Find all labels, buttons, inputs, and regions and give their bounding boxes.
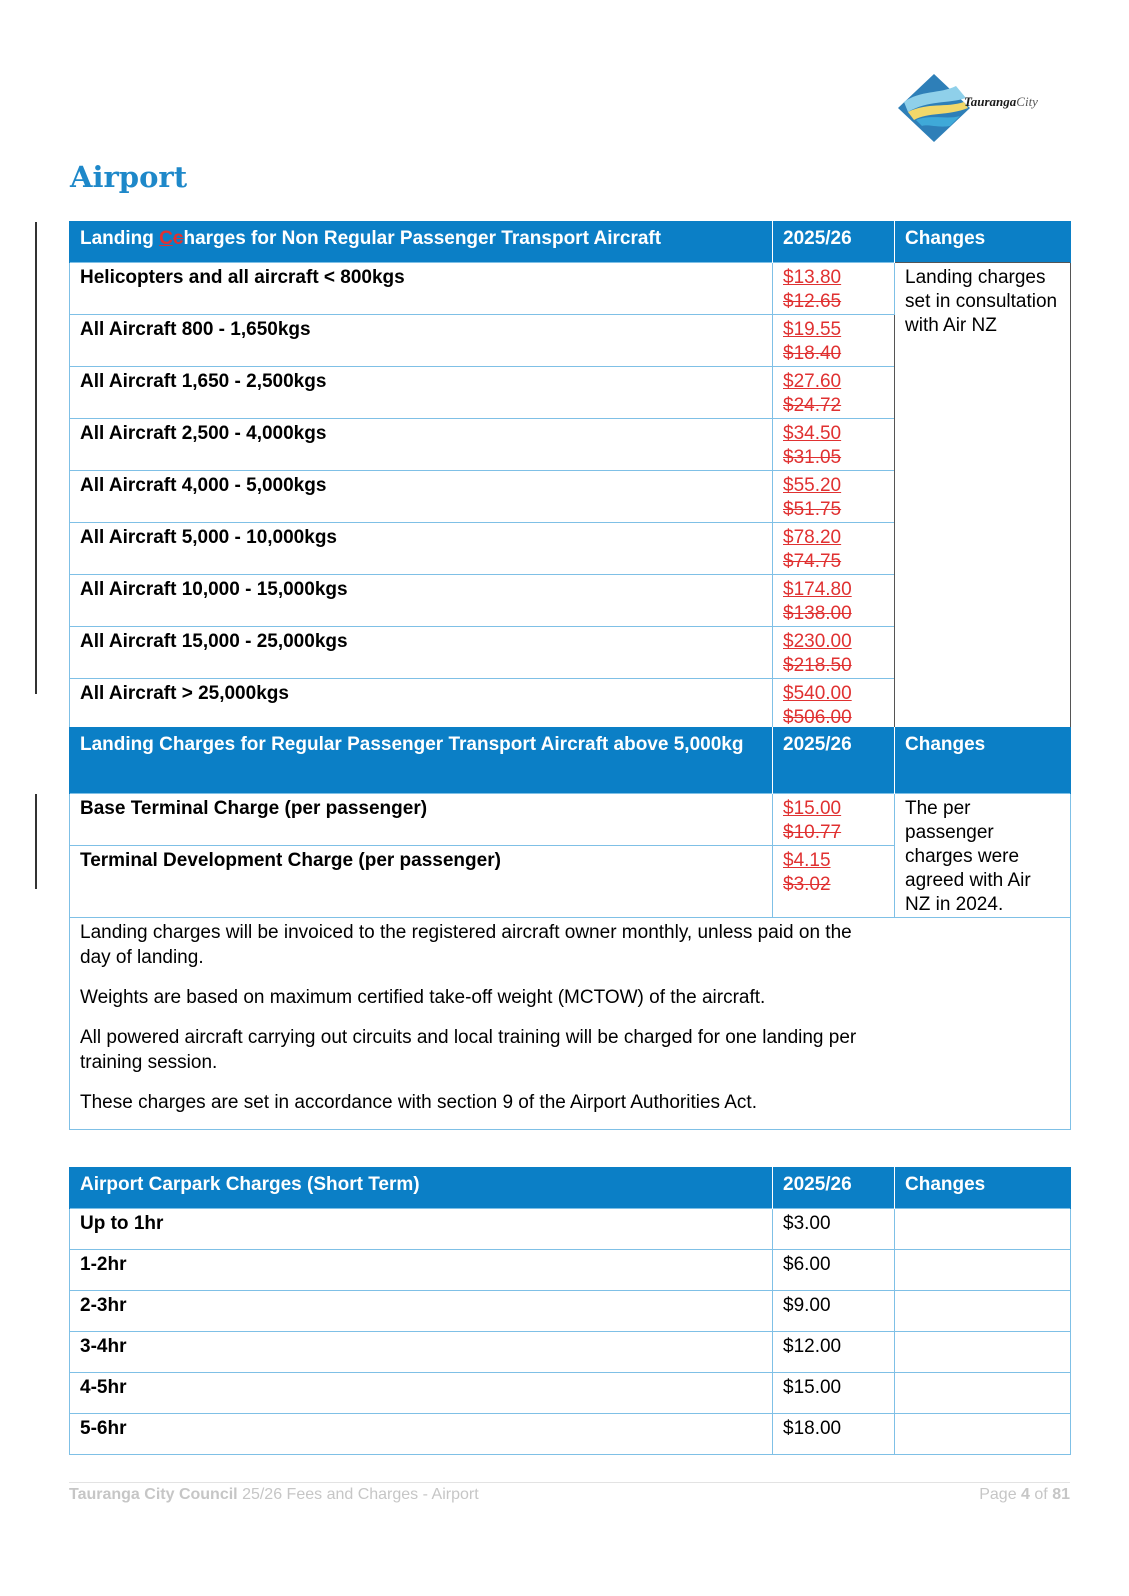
note-paragraph: Weights are based on maximum certified take-off weight (MCTOW) of the aircraft. [80, 987, 766, 1008]
table1-header-description: Landing Ccharges for Non Regular Passenger Transport Aircraft [70, 222, 773, 263]
old-price: $218.50 [783, 655, 852, 676]
changes-cell [895, 1209, 1071, 1250]
fee-item: All Aircraft 2,500 - 4,000kgs [70, 419, 773, 471]
fee-item: All Aircraft 800 - 1,650kgs [70, 315, 773, 367]
table2-header-year: 2025/26 [773, 728, 895, 794]
table-row [70, 1291, 1071, 1332]
footer-page-number: Page 4 of 81 [979, 1486, 1070, 1503]
regular-landing-charges-table [69, 727, 1071, 1130]
new-price: $15.00 [783, 798, 842, 819]
new-price: $13.80 [783, 267, 842, 288]
fee-price [773, 575, 895, 627]
changes-cell [895, 1332, 1071, 1373]
old-price: $31.05 [783, 447, 842, 468]
table2-header-description: Landing Charges for Regular Passenger Transport Aircraft above 5,000kg [70, 728, 773, 794]
fee-item: 2-3hr [70, 1291, 773, 1332]
new-price: $78.20 [783, 527, 842, 548]
fee-price: $12.00 [773, 1332, 895, 1373]
table2-header-changes: Changes [895, 728, 1071, 794]
fee-price [773, 846, 895, 918]
changes-note: The per passenger charges were agreed with Air NZ in 2024. [895, 794, 1071, 918]
note-paragraph: All powered aircraft carrying out circuits and local training will be charged for one landing per training session. [80, 1027, 857, 1073]
fee-price [773, 523, 895, 575]
fee-item: Base Terminal Charge (per passenger) [70, 794, 773, 846]
old-price: $24.72 [783, 395, 842, 416]
change-bar [35, 222, 37, 694]
note-paragraph: These charges are set in accordance with section 9 of the Airport Authorities Act. [80, 1092, 757, 1113]
fee-price [773, 471, 895, 523]
footer-divider [69, 1482, 1070, 1483]
table-row [70, 1414, 1071, 1455]
table3-header-year: 2025/26 [773, 1168, 895, 1209]
new-price: $4.15 [783, 850, 831, 871]
old-price: $10.77 [783, 822, 842, 843]
fee-price [773, 794, 895, 846]
fee-item: All Aircraft 15,000 - 25,000kgs [70, 627, 773, 679]
fee-price: $15.00 [773, 1373, 895, 1414]
fee-price [773, 679, 895, 731]
change-bar [35, 794, 37, 889]
fee-item: 1-2hr [70, 1250, 773, 1291]
table-row [70, 1332, 1071, 1373]
changes-cell [895, 1373, 1071, 1414]
new-price: $174.80 [783, 579, 852, 600]
table1-header-changes: Changes [895, 222, 1071, 263]
footer-document-title: Tauranga City Council 25/26 Fees and Charges - Airport [69, 1486, 479, 1503]
changes-cell [895, 1250, 1071, 1291]
fee-item: All Aircraft 5,000 - 10,000kgs [70, 523, 773, 575]
fee-item: 5-6hr [70, 1414, 773, 1455]
table-row [70, 794, 1071, 846]
new-price: $540.00 [783, 683, 852, 704]
old-price: $138.00 [783, 603, 852, 624]
table-row [70, 1373, 1071, 1414]
fee-price: $3.00 [773, 1209, 895, 1250]
changes-cell [895, 1414, 1071, 1455]
fee-price [773, 419, 895, 471]
table3-header-changes: Changes [895, 1168, 1071, 1209]
table-row [70, 263, 1071, 315]
fee-item: Helicopters and all aircraft < 800kgs [70, 263, 773, 315]
old-price: $506.00 [783, 707, 852, 728]
fee-item: Up to 1hr [70, 1209, 773, 1250]
page-title: Airport [70, 160, 188, 194]
fee-item: All Aircraft 10,000 - 15,000kgs [70, 575, 773, 627]
old-price: $74.75 [783, 551, 842, 572]
table1-header-year: 2025/26 [773, 222, 895, 263]
notes-row [70, 918, 1071, 1130]
old-price: $3.02 [783, 874, 831, 895]
non-regular-landing-charges-table [69, 221, 1071, 731]
fee-price [773, 367, 895, 419]
notes-cell [70, 918, 1071, 1130]
new-price: $230.00 [783, 631, 852, 652]
new-price: $19.55 [783, 319, 842, 340]
fee-item: All Aircraft > 25,000kgs [70, 679, 773, 731]
fee-item: 4-5hr [70, 1373, 773, 1414]
fee-item: All Aircraft 1,650 - 2,500kgs [70, 367, 773, 419]
table3-header-description: Airport Carpark Charges (Short Term) [70, 1168, 773, 1209]
fee-price: $18.00 [773, 1414, 895, 1455]
carpark-charges-table [69, 1167, 1071, 1455]
changes-note: Landing charges set in consultation with Air NZ [895, 263, 1071, 731]
fee-item: 3-4hr [70, 1332, 773, 1373]
old-price: $18.40 [783, 343, 842, 364]
logo-wordmark: TaurangaCity [964, 94, 1038, 109]
fee-item: Terminal Development Charge (per passenger) [70, 846, 773, 918]
fee-item: All Aircraft 4,000 - 5,000kgs [70, 471, 773, 523]
fee-price [773, 315, 895, 367]
changes-cell [895, 1291, 1071, 1332]
fee-price: $6.00 [773, 1250, 895, 1291]
new-price: $34.50 [783, 423, 842, 444]
new-price: $27.60 [783, 371, 842, 392]
new-price: $55.20 [783, 475, 842, 496]
old-price: $12.65 [783, 291, 842, 312]
fee-price [773, 627, 895, 679]
table-row [70, 1209, 1071, 1250]
fee-price [773, 263, 895, 315]
fee-price: $9.00 [773, 1291, 895, 1332]
table-row [70, 1250, 1071, 1291]
old-price: $51.75 [783, 499, 842, 520]
note-paragraph: Landing charges will be invoiced to the registered aircraft owner monthly, unless paid on the day of landing. [80, 922, 852, 968]
